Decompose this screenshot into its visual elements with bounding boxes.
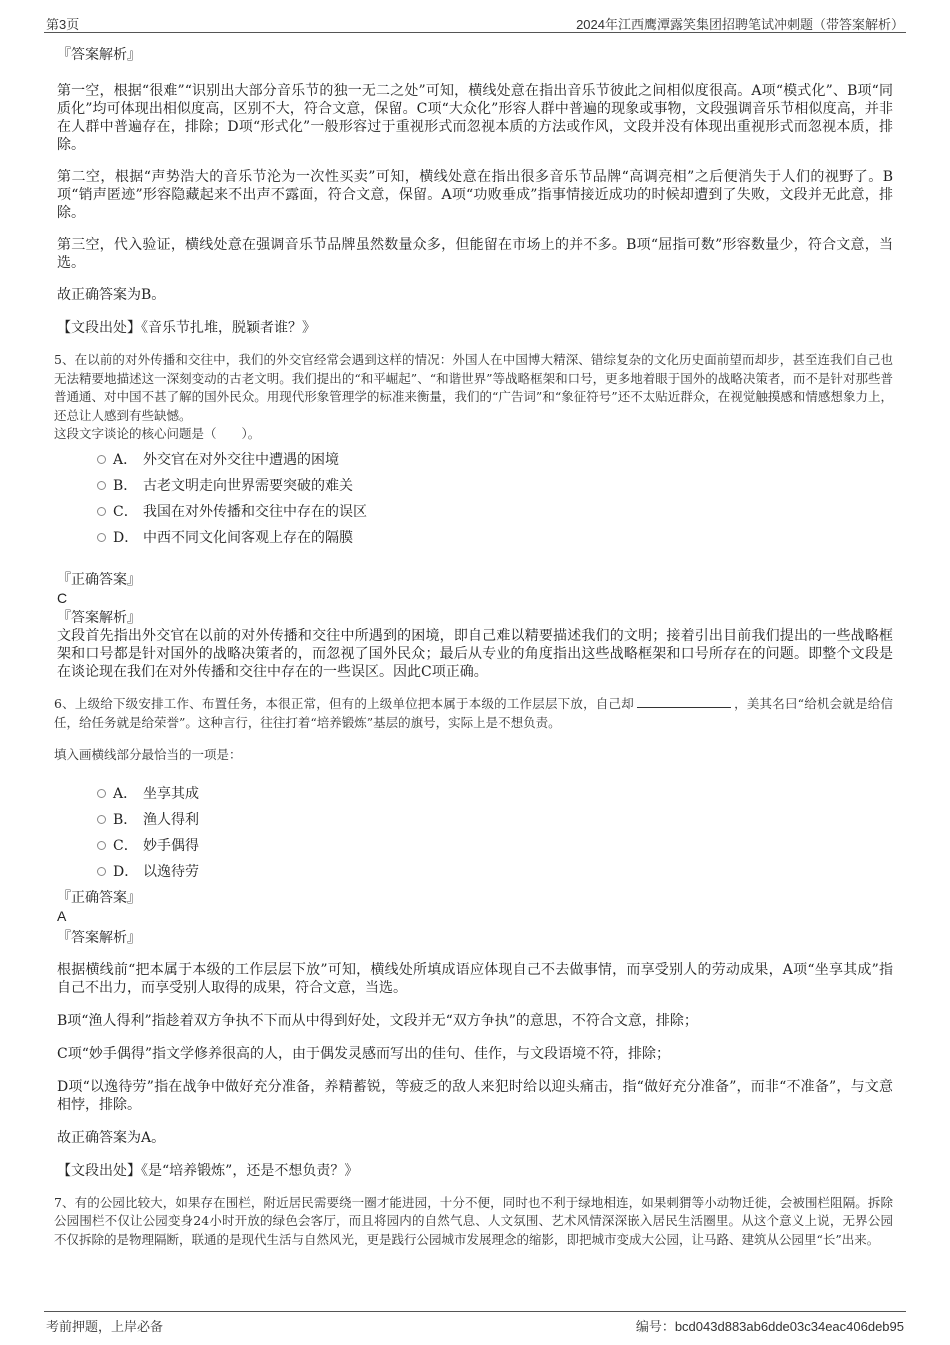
q5-stem: 5、在以前的对外传播和交往中，我们的外交官经常会遇到这样的情况：外国人在中国博大精深、错综复杂的文化历史面前望而却步，甚至连我们自己也无法精要地描述这一深刻变动的古老文明。我们提出的“和平崛起”、“和谐世界”等战略框架和口号，更多地着眼于国外的战略决策者，而不是针对那些普普通通、对中国不甚了解的国外民众。用现代形象管理学的标准来衡量，我们的“广告词”和“象征符号”还不太贴近群众，在视觉触摸感和情感想象力上，还总让人感到有些缺憾。 — [54, 352, 893, 423]
q5-question: 这段文字谈论的核心问题是（ ）。 — [54, 426, 261, 442]
page-content — [54, 44, 893, 1250]
radio-button[interactable] — [97, 481, 106, 490]
q6-source: 【文段出处】《是“培养锻炼”，还是不想负责？》 — [57, 1162, 359, 1179]
radio-button[interactable] — [97, 815, 106, 824]
q4-analysis-label: 『答案解析』 — [57, 47, 141, 63]
radio-button[interactable] — [97, 455, 106, 464]
q6-stem: 6、上级给下级安排工作、布置任务，本很正常，但有的上级单位把本属于本级的工作层层下放，自己却 ，美其名曰“给机会就是给信任，给任务就是给荣誉”。这种言行，往往打着“培养锻炼”基层的旗号，实际上是不想负责。 — [54, 695, 893, 730]
page-number: 第3页 — [46, 17, 80, 32]
q6-option-a[interactable]: A． 坐享其成 — [57, 781, 893, 807]
page-footer — [44, 1311, 906, 1334]
fill-blank — [637, 695, 731, 708]
q5-options — [57, 447, 893, 551]
q6-analysis-para3: C项“妙手偶得”指文学修养很高的人，由于偶发灵感而写出的佳句、佳作，与文段语境不符，排除； — [57, 1045, 671, 1062]
page-header — [44, 10, 906, 33]
q5-option-b[interactable]: B． 古老文明走向世界需要突破的难关 — [57, 473, 893, 499]
q6-analysis-para1: 根据横线前“把本属于本级的工作层层下放”可知，横线处所填成语应体现自己不去做事情，而享受别人的劳动成果，A项“坐享其成”指自己不出力，而享受别人取得的成果，符合文意，当选。 — [57, 961, 893, 996]
q5-correct-answer: C — [57, 589, 68, 606]
q4-analysis-para3: 第三空，代入验证，横线处意在强调音乐节品牌虽然数量众多，但能留在市场上的并不多。B项“屈指可数”形容数量少，符合文意，当选。 — [57, 237, 893, 271]
q6-options — [57, 781, 893, 885]
radio-button[interactable] — [97, 507, 106, 516]
q4-analysis-para1: 第一空，根据“很难”“识别出大部分音乐节的独一无二之处”可知，横线处意在指出音乐节彼此之间相似度很高。A项“模式化”、B项“同质化”均可体现出相似度高，区别不大，符合文意，保留。C项“大众化”形容人群中普遍的现象或事物，文段强调音乐节相似度高，并非在人群中普遍存在，排除；D项“形式化”一般形容过于重视形式而忽视本质的方法或作风，文段并没有体现出重视形式而忽视本质，排除。 — [57, 83, 893, 153]
q6-correct-label: 『正确答案』 — [57, 889, 141, 906]
q6-question: 填入画横线部分最恰当的一项是： — [54, 747, 242, 763]
q6-analysis-para2: B项“渔人得利”指趁着双方争执不下而从中得到好处，文段并无“双方争执”的意思，不符合文意，排除； — [57, 1012, 698, 1029]
q6-analysis-para4: D项“以逸待劳”指在战争中做好充分准备，养精蓄锐，等疲乏的敌人来犯时给以迎头痛击，指“做好充分准备”，而非“不准备”，与文意相悖，排除。 — [57, 1078, 893, 1113]
radio-button[interactable] — [97, 533, 106, 542]
q7-stem: 7、有的公园比较大，如果存在围栏，附近居民需要绕一圈才能进园，十分不便，同时也不利于绿地相连，如果刺猬等小动物迁徙，会被围栏阻隔。拆除公园围栏不仅让公园变身24小时开放的绿色会客厅，而且将园内的自然气息、人文氛围、艺术风情深深嵌入居民生活圈里。从这个意义上说，无界公园不仅拆除的是物理隔断，联通的是现代生活与自然风光，更是践行公园城市发展理念的缩影，即把城市变成大公园，让马路、建筑从公园里“长”出来。 — [54, 1194, 893, 1247]
q5-option-d[interactable]: D． 中西不同文化间客观上存在的隔膜 — [57, 525, 893, 551]
q5-option-c[interactable]: C． 我国在对外传播和交往中存在的误区 — [57, 499, 893, 525]
q6-option-b[interactable]: B． 渔人得利 — [57, 807, 893, 833]
q5-analysis: 文段首先指出外交官在以前的对外传播和交往中所遇到的困境，即自己难以精要描述我们的文明；接着引出目前我们提出的一些战略框架和口号都是针对国外的战略决策者的，而忽视了国外民众；最后从专业的角度指出这些战略框架和口号所存在的问题。即整个文段是在谈论现在我们在对外传播和交往中存在的一些误区。因此C项正确。 — [57, 627, 893, 680]
q4-analysis-para2: 第二空，根据“声势浩大的音乐节沦为一次性买卖”可知，横线处意在指出很多音乐节品牌“高调亮相”之后便消失于人们的视野了。B项“销声匿迹”形容隐藏起来不出声不露面，符合文意，保留。A项“功败垂成”指事情接近成功的时候却遭到了失败，文段并无此意，排除。 — [57, 169, 893, 221]
q5-analysis-label: 『答案解析』 — [57, 609, 141, 626]
radio-button[interactable] — [97, 841, 106, 850]
radio-button[interactable] — [97, 789, 106, 798]
q6-analysis-label: 『答案解析』 — [57, 929, 141, 946]
q4-source: 【文段出处】《音乐节扎堆，脱颖者谁？》 — [57, 320, 316, 336]
q5-correct-label: 『正确答案』 — [57, 571, 141, 588]
document-title: 2024年江西鹰潭露笑集团招聘笔试冲刺题（带答案解析） — [576, 17, 904, 32]
q6-correct-answer: A — [57, 907, 67, 924]
q4-conclusion: 故正确答案为B。 — [57, 287, 166, 303]
q5-option-a[interactable]: A． 外交官在对外交往中遭遇的困境 — [57, 447, 893, 473]
footer-code: 编号：bcd043d883ab6dde03c34eac406deb95 — [635, 1319, 904, 1334]
footer-slogan: 考前押题，上岸必备 — [46, 1319, 164, 1334]
radio-button[interactable] — [97, 867, 106, 876]
q6-option-c[interactable]: C． 妙手偶得 — [57, 833, 893, 859]
q6-option-d[interactable]: D． 以逸待劳 — [57, 859, 893, 885]
q6-conclusion: 故正确答案为A。 — [57, 1129, 166, 1146]
